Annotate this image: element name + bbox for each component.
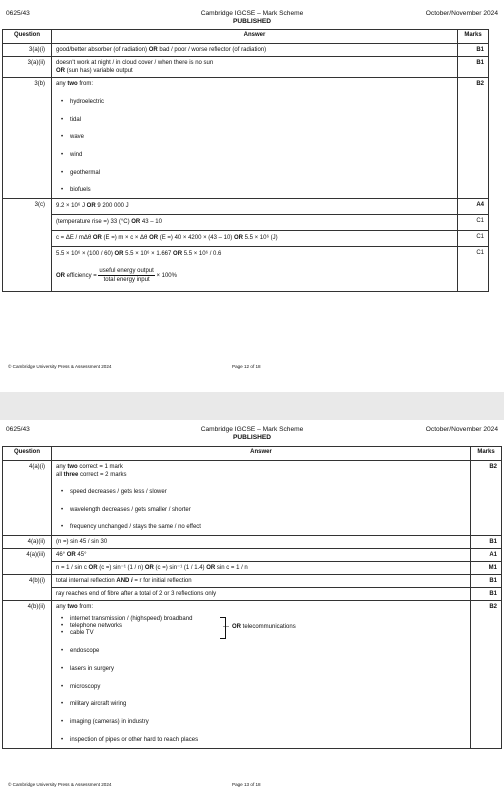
marks-cell: C1 [458, 215, 489, 231]
answer-text: doesn't work at night / in cloud cover / when there is no sun [56, 60, 214, 66]
bold-keyword: three [63, 472, 79, 478]
question-number: 4(b)(i) [3, 575, 52, 601]
and-keyword: AND [116, 578, 130, 585]
answer-cell [52, 44, 458, 57]
table-row [3, 536, 502, 549]
answer-cell [52, 575, 471, 588]
table-header-row [3, 447, 502, 461]
list-item: • microscopy [70, 683, 466, 691]
list-item: • wind [70, 151, 453, 159]
header-title: Cambridge IGCSE – Mark Scheme [200, 10, 304, 17]
footer-page-number: Page 12 of 18 [232, 364, 261, 369]
or-keyword: OR [233, 235, 243, 242]
answer-line [56, 471, 466, 479]
answer-line [56, 250, 453, 258]
answer-text: × 100% [154, 273, 177, 280]
question-number: 4(a)(ii) [3, 536, 52, 549]
answer-text: 9 200 000 J [95, 203, 129, 210]
answer-text: correct = 1 mark [77, 464, 123, 470]
answer-text: (temperature rise =) 33 (°C) [56, 219, 132, 226]
marks-cell: B2 [471, 601, 502, 748]
answer-intro [56, 80, 453, 88]
bold-keyword: two [67, 464, 78, 470]
fraction-numerator: useful energy output [99, 268, 154, 275]
answer-text: correct = 2 marks [78, 472, 127, 478]
col-marks: Marks [471, 447, 502, 461]
answer-text: all [56, 472, 64, 478]
answer-text: (c =) sin⁻¹ (1 / 1.4) [153, 565, 207, 572]
answer-text: any [56, 464, 68, 470]
fraction-denominator: total energy input [103, 277, 150, 284]
table-row [3, 601, 502, 748]
answer-text: 5.5 × 10⁶ / 0.6 [182, 251, 222, 258]
list-item: • wavelength decreases / gets smaller / shorter [70, 506, 466, 514]
marks-cell: C1 [458, 231, 489, 247]
answer-text: 9.2 × 10⁶ J [56, 203, 87, 210]
answer-text: 5.5 × 10⁶ × 1.667 [123, 251, 174, 258]
answer-cell [52, 215, 458, 231]
efficiency-formula [56, 267, 453, 284]
table-row [3, 575, 502, 588]
header-title-block [6, 426, 498, 442]
marks-cell: B1 [458, 44, 489, 57]
question-number: 3(b) [3, 78, 52, 199]
question-number: 4(a)(iii) [3, 549, 52, 575]
list-item: • geothermal [70, 169, 453, 177]
answer-text: 5.5 × 10⁶ × (100 / 60) [56, 251, 115, 258]
answer-text: efficiency = [65, 273, 99, 280]
answer-cell [52, 601, 471, 748]
fraction [98, 267, 154, 284]
answer-cell [52, 231, 458, 247]
or-keyword: OR [56, 68, 65, 74]
table-row [3, 78, 489, 199]
answer-text: telecommunications [241, 624, 296, 631]
header-subtitle: PUBLISHED [232, 17, 272, 25]
or-keyword: OR [92, 235, 102, 242]
answer-text: 45° [75, 552, 87, 559]
table-row [3, 588, 502, 601]
list-item: • imaging (cameras) in industry [70, 718, 466, 726]
list-item: • frequency unchanged / stays the same / no effect [70, 523, 466, 531]
answer-text: sin c = 1 / n [215, 565, 248, 572]
answer-text: any [56, 81, 68, 87]
answer-text: = r for initial reflection [132, 578, 192, 585]
footer-page-number: Page 13 of 18 [232, 782, 261, 787]
table-row [3, 231, 489, 247]
header-title: Cambridge IGCSE – Mark Scheme [200, 426, 304, 433]
col-answer: Answer [52, 447, 471, 461]
table-row [3, 562, 502, 575]
or-keyword: OR [66, 552, 76, 559]
answer-cell [52, 78, 458, 199]
answer-text: (c =) sin⁻¹ (1 / n) [97, 565, 145, 572]
or-keyword: OR [149, 235, 159, 242]
table-row [3, 57, 489, 78]
or-keyword: OR [86, 203, 96, 210]
list-item: • endoscope [70, 647, 466, 655]
list-item: • wave [70, 133, 453, 141]
answer-text: good/better absorber (of radiation) [56, 47, 149, 53]
header-date: October/November 2024 [425, 10, 498, 17]
answer-text: 5.5 × 10⁶ (J) [242, 235, 278, 242]
paper-code: 0625/43 [6, 10, 30, 17]
page-header [6, 10, 498, 28]
footer-copyright: © Cambridge University Press & Assessment 2024 [8, 782, 112, 787]
marks-cell: B1 [471, 536, 502, 549]
answer-cell [52, 199, 458, 215]
answer-text: 43 – 10 [140, 219, 162, 226]
marks-cell: B2 [471, 461, 502, 536]
marks-cell: A1 [471, 549, 502, 562]
or-keyword: OR [144, 565, 154, 572]
marks-cell: M1 [471, 562, 502, 575]
footer-copyright: © Cambridge University Press & Assessment 2024 [8, 364, 112, 369]
col-question: Question [3, 30, 52, 44]
marks-cell: C1 [458, 247, 489, 292]
col-question: Question [3, 447, 52, 461]
mark-scheme-table [2, 446, 502, 749]
question-number: 3(a)(ii) [3, 57, 52, 78]
answer-intro [56, 603, 466, 611]
answer-text: c = ΔE / mΔθ [56, 235, 93, 242]
answer-text: (E =) m × c × Δθ [101, 235, 150, 242]
mark-scheme-table [2, 29, 489, 292]
page-12 [0, 0, 504, 392]
or-keyword: OR [131, 219, 141, 226]
brace-alternative [232, 623, 296, 631]
telecom-group [70, 614, 466, 643]
or-keyword: OR [148, 47, 158, 53]
answer-list [56, 98, 453, 194]
question-number: 3(c) [3, 199, 52, 292]
marks-cell: B2 [458, 78, 489, 199]
marks-cell: B1 [471, 588, 502, 601]
answer-text: (E =) 40 × 4200 × (43 – 10) [158, 235, 234, 242]
answer-cell: ray reaches end of fibre after a total of 2 or 3 reflections only [52, 588, 471, 601]
marks-cell: A4 [458, 199, 489, 215]
bold-keyword: two [67, 604, 78, 611]
list-item: • hydroelectric [70, 98, 453, 106]
page-13 [0, 420, 504, 795]
answer-text: 46° [56, 552, 67, 559]
answer-text: (sun has) variable output [65, 68, 133, 74]
or-keyword: OR [173, 251, 183, 258]
or-keyword: OR [232, 624, 241, 631]
variable-i: i [129, 578, 133, 585]
header-date: October/November 2024 [425, 426, 498, 433]
or-keyword: OR [206, 565, 216, 572]
or-keyword: OR [114, 251, 124, 258]
page-header [6, 426, 498, 444]
answer-list [56, 488, 466, 531]
table-row [3, 247, 489, 292]
question-number: 3(a)(i) [3, 44, 52, 57]
header-subtitle: PUBLISHED [232, 433, 272, 441]
list-item: • inspection of pipes or other hard to reach places [70, 736, 466, 744]
list-item: • speed decreases / gets less / slower [70, 488, 466, 496]
answer-cell [52, 562, 471, 575]
table-header-row [3, 30, 489, 44]
bold-keyword: two [67, 81, 78, 87]
answer-cell: (n =) sin 45 / sin 30 [52, 536, 471, 549]
answer-text: n = 1 / sin c [56, 565, 89, 572]
answer-list [56, 647, 466, 743]
list-item: • tidal [70, 116, 453, 124]
header-title-block [6, 10, 498, 26]
answer-line [56, 463, 466, 471]
table-row [3, 461, 502, 536]
list-item: • cable TV [70, 630, 466, 637]
paper-code: 0625/43 [6, 426, 30, 433]
col-answer: Answer [52, 30, 458, 44]
table-row [3, 199, 489, 215]
col-marks: Marks [458, 30, 489, 44]
answer-text: total internal reflection [56, 578, 117, 585]
answer-cell [52, 461, 471, 536]
list-item: • internet transmission / (highspeed) broadband [70, 616, 466, 623]
table-row [3, 44, 489, 57]
answer-text: from: [77, 604, 94, 611]
answer-text: any [56, 604, 68, 611]
question-number: 4(b)(ii) [3, 601, 52, 748]
or-keyword: OR [88, 565, 98, 572]
answer-text: bad / poor / worse reflector (of radiation) [157, 47, 267, 53]
answer-cell [52, 57, 458, 78]
list-item: • telephone networks [70, 623, 466, 630]
list-item: • biofuels [70, 186, 453, 194]
marks-cell: B1 [458, 57, 489, 78]
table-row [3, 215, 489, 231]
list-item: • military aircraft wiring [70, 700, 466, 708]
question-number: 4(a)(i) [3, 461, 52, 536]
table-row [3, 549, 502, 562]
answer-text: from: [77, 81, 94, 87]
answer-cell [52, 549, 471, 562]
answer-cell [52, 247, 458, 292]
or-keyword: OR [56, 273, 65, 280]
list-item: • lasers in surgery [70, 665, 466, 673]
marks-cell: B1 [471, 575, 502, 588]
